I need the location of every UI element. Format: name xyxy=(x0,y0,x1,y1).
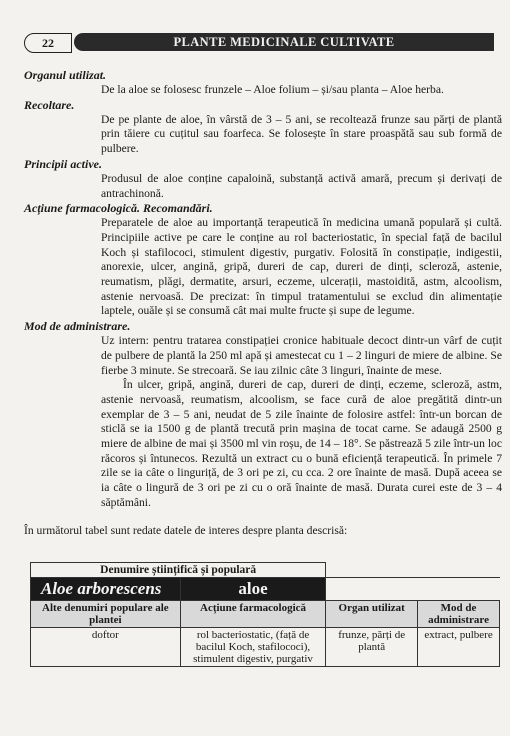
table-caption: Denumire științifică și populară xyxy=(31,563,326,578)
header-administration: Mod de administrare xyxy=(418,601,500,628)
page-header xyxy=(24,33,494,53)
page-body xyxy=(24,68,502,538)
table-row xyxy=(31,628,500,667)
header-action: Acțiune farmacologică xyxy=(180,601,326,628)
section-text-administration-1: Uz intern: pentru tratarea constipației cronice habituale decoct dintr-un vârf de cuțit de pulbere de plantă la 250 ml apă și amestecat cu 1 – 2 linguri de miere de albine. Se fierbe 3 minute. Se strecoară. Se iau zilnic câte 3 linguri, înainte de mese. xyxy=(101,334,502,377)
section-heading-active: Principii active. xyxy=(24,156,102,171)
page-number: 22 xyxy=(24,33,72,53)
cell-action: rol bacteriostatic, (față de bacilul Koch, stafilococi), stimulent digestiv, purgativ xyxy=(180,628,326,667)
section-heading-action: Acțiune farmacologică. Recomandări. xyxy=(24,201,213,216)
section-text-action: Preparatele de aloe au importanță terapeutică în medicina umană populară și cultă. Principiile active pe care le conține au rol bacteriostatic, în special față de bacilul Koch și stafilococi, stimulent digestiv, purgativ. Folosită în constipație, indigestii, anorexie, ulcer, angină, gripă, dureri de cap, dureri de dinți, scleroză, astenie, reumatism, plăgi, dermatite, arsuri, eczeme, ulcerații, mastoidită, astm, alcoolism, astenie nervoasă. De precizat: în timpul tratamentului se exclud din alimentație laptele, ouăle și se consumă cât mai multe fructe și supe de legume. xyxy=(101,216,502,318)
popular-name: aloe xyxy=(180,578,326,601)
running-title: PLANTE MEDICINALE CULTIVATE xyxy=(74,33,494,51)
section-text-administration-2: În ulcer, gripă, angină, dureri de cap, dureri de dinți, eczeme, scleroză, astm, astenie nervoasă, reumatism, alcoolism, se face cură de aloe pregătită dintr-un exemplar de 3 – 5 ani, neudat de 5 zile înainte de folosire astfel: într-un borcan de sticlă se ia 1500 g de plantă trecută prin mașina de tocat carne. Se adaugă 2500 g miere de albine de mai și 3500 ml vin roșu, de 14 – 18°. Se păstrează 5 zile într-un loc răcoros și întunecos. Rezultă un extract cu o bună eficiență terapeutică. În primele 7 zile se ia câte o linguriță, de 3 ori pe zi, cu cca. 2 ore înainte de masă. După aceea se ia câte o lingură de 3 ori pe zi cu o oră înainte de masă. Durata curei este de 3 – 4 săptămâni. xyxy=(101,378,502,509)
latin-name: Aloe arborescens xyxy=(31,578,181,601)
section-text-organ: De la aloe se folosesc frunzele – Aloe folium – și/sau planta – Aloe herba. xyxy=(101,83,444,96)
section-heading-administration: Mod de administrare. xyxy=(24,319,131,334)
header-organ: Organ utilizat xyxy=(326,601,418,628)
table-intro: În următorul tabel sunt redate datele de interes despre planta descrisă: xyxy=(24,523,348,537)
section-heading-harvest: Recoltare. xyxy=(24,97,75,112)
header-other-names: Alte denumiri populare ale plantei xyxy=(31,601,181,628)
section-heading-organ: Organul utilizat. xyxy=(24,68,107,82)
cell-organ: frunze, părți de plantă xyxy=(326,628,418,667)
cell-other-names: doftor xyxy=(31,628,181,667)
section-text-active: Produsul de aloe conține capaloină, substanță activă amară, precum și derivați de antrachinonă. xyxy=(101,171,502,200)
plant-table xyxy=(30,562,500,667)
section-text-harvest: De pe plante de aloe, în vârstă de 3 – 5 ani, se recoltează frunze sau părți de plantă prin tăiere cu cuțitul sau foarfeca. Se folosește în stare proaspătă sau sub formă de pulbere. xyxy=(101,112,502,156)
cell-administration: extract, pulbere xyxy=(418,628,500,667)
